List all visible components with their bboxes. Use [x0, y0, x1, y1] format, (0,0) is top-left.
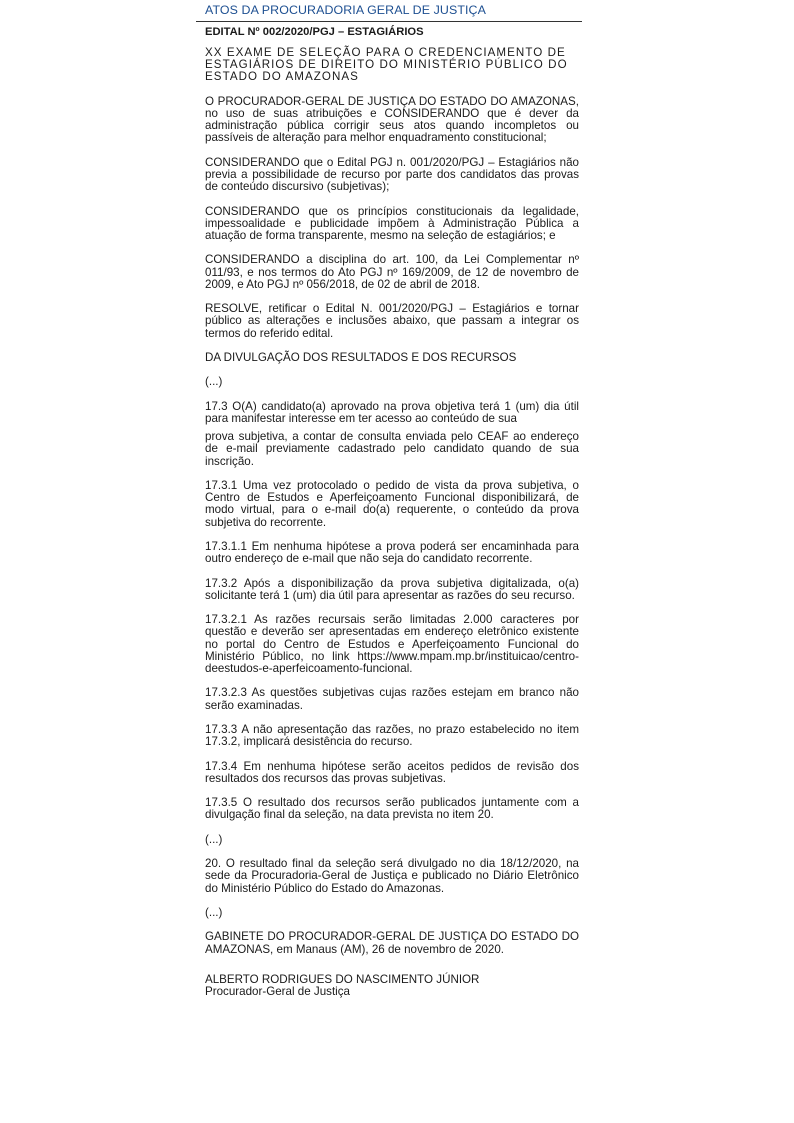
- ellipsis-3: (...): [205, 905, 223, 919]
- edital-body: [196, 26, 582, 998]
- item-17-3-2-1: 17.3.2.1 As razões recursais serão limitadas 2.000 caracteres por questão e deverão ser apresentadas em endereço eletrônico existente no portal do Centro de Estudos e Aperfeiçoamento Funcional do Ministério Público, no link https://www.mpam.mp.br/instituicao/centro-deestudos-e-aperfeicoamento-funcional.: [205, 613, 579, 675]
- item-17-3-2: 17.3.2 Após a disponibilização da prova subjetiva digitalizada, o(a) solicitante terá 1 (um) dia útil para apresentar as razões do seu recurso.: [205, 576, 579, 602]
- ellipsis-1: (...): [205, 375, 223, 389]
- item-17-3-2-3: 17.3.2.3 As questões subjetivas cujas razões estejam em branco não serão examinadas.: [205, 686, 579, 712]
- item-17-3-3: 17.3.3 A não apresentação das razões, no prazo estabelecido no item 17.3.2, implicará desistência do recurso.: [205, 722, 579, 749]
- intro-paragraph: O PROCURADOR-GERAL DE JUSTIÇA DO ESTADO DO AMAZONAS, no uso de suas atribuições e CONSIDERANDO que é dever da administração pública corrigir seus atos quando incompletos ou passíveis de alteração para melhor enquadramento constitucional;: [205, 94, 579, 145]
- item-17-3-part-2: prova subjetiva, a contar de consulta enviada pelo CEAF ao endereço de e-mail previamente cadastrado pelo candidato quando de sua inscrição.: [205, 430, 579, 468]
- signatory-name: ALBERTO RODRIGUES DO NASCIMENTO JÚNIOR: [205, 972, 480, 986]
- considerando-paragraph-3: CONSIDERANDO a disciplina do art. 100, da Lei Complementar nº 011/93, e nos termos do Ato PGJ nº 169/2009, de 12 de novembro de 2009, e Ato PGJ nº 056/2018, de 02 de abril de 2018.: [205, 253, 579, 291]
- section-divider: [196, 21, 582, 22]
- signatory-title: Procurador-Geral de Justiça: [205, 984, 350, 998]
- item-17-3-1-1: 17.3.1.1 Em nenhuma hipótese a prova poderá ser encaminhada para outro endereço de e-mail que não seja do candidato recorrente.: [205, 539, 579, 566]
- item-17-3-4: 17.3.4 Em nenhuma hipótese serão aceitos pedidos de revisão dos resultados dos recursos das provas subjetivas.: [205, 759, 579, 785]
- resolve-paragraph: RESOLVE, retificar o Edital N. 001/2020/PGJ – Estagiários e tornar público as alterações e inclusões abaixo, que passam a integrar os termos do referido edital.: [205, 302, 579, 340]
- document-column: [196, 0, 582, 998]
- edital-subtitle: XX EXAME DE SELEÇÃO PARA O CREDENCIAMENTO DE ESTAGIÁRIOS DE DIREITO DO MINISTÉRIO PÚBLICO DO ESTADO DO AMAZONAS: [205, 46, 568, 84]
- item-17-3-5: 17.3.5 O resultado dos recursos serão publicados juntamente com a divulgação final da seleção, na data prevista no item 20.: [205, 796, 579, 822]
- item-20: 20. O resultado final da seleção será divulgado no dia 18/12/2020, na sede da Procuradoria-Geral de Justiça e publicado no Diário Eletrônico do Ministério Público do Estado do Amazonas.: [205, 857, 579, 895]
- ellipsis-2: (...): [205, 832, 223, 846]
- item-17-3-part-1: 17.3 O(A) candidato(a) aprovado na prova objetiva terá 1 (um) dia útil para manifestar interesse em ter acesso ao conteúdo de sua: [205, 399, 579, 425]
- section-title: ATOS DA PROCURADORIA GERAL DE JUSTIÇA: [205, 3, 486, 17]
- considerando-paragraph-1: CONSIDERANDO que o Edital PGJ n. 001/2020/PGJ – Estagiários não previa a possibilidade de recurso por parte dos candidatos das provas de conteúdo discursivo (subjetivas);: [205, 155, 579, 194]
- item-17-3-1: 17.3.1 Uma vez protocolado o pedido de vista da prova subjetiva, o Centro de Estudos e Aperfeiçoamento Funcional disponibilizará, de modo virtual, para o e-mail do(a) requerente, o conteúdo da prova subjetiva do recorrente.: [205, 478, 579, 529]
- edital-title: EDITAL Nº 002/2020/PGJ – ESTAGIÁRIOS: [205, 26, 424, 38]
- section-heading: DA DIVULGAÇÃO DOS RESULTADOS E DOS RECURSOS: [205, 350, 517, 364]
- considerando-paragraph-2: CONSIDERANDO que os princípios constitucionais da legalidade, impessoalidade e publicidade impõem à Administração Pública a atuação de forma transparente, mesmo na seleção de estagiários; e: [205, 204, 579, 242]
- closing-paragraph: GABINETE DO PROCURADOR-GERAL DE JUSTIÇA DO ESTADO DO AMAZONAS, em Manaus (AM), 26 de novembro de 2020.: [205, 930, 579, 956]
